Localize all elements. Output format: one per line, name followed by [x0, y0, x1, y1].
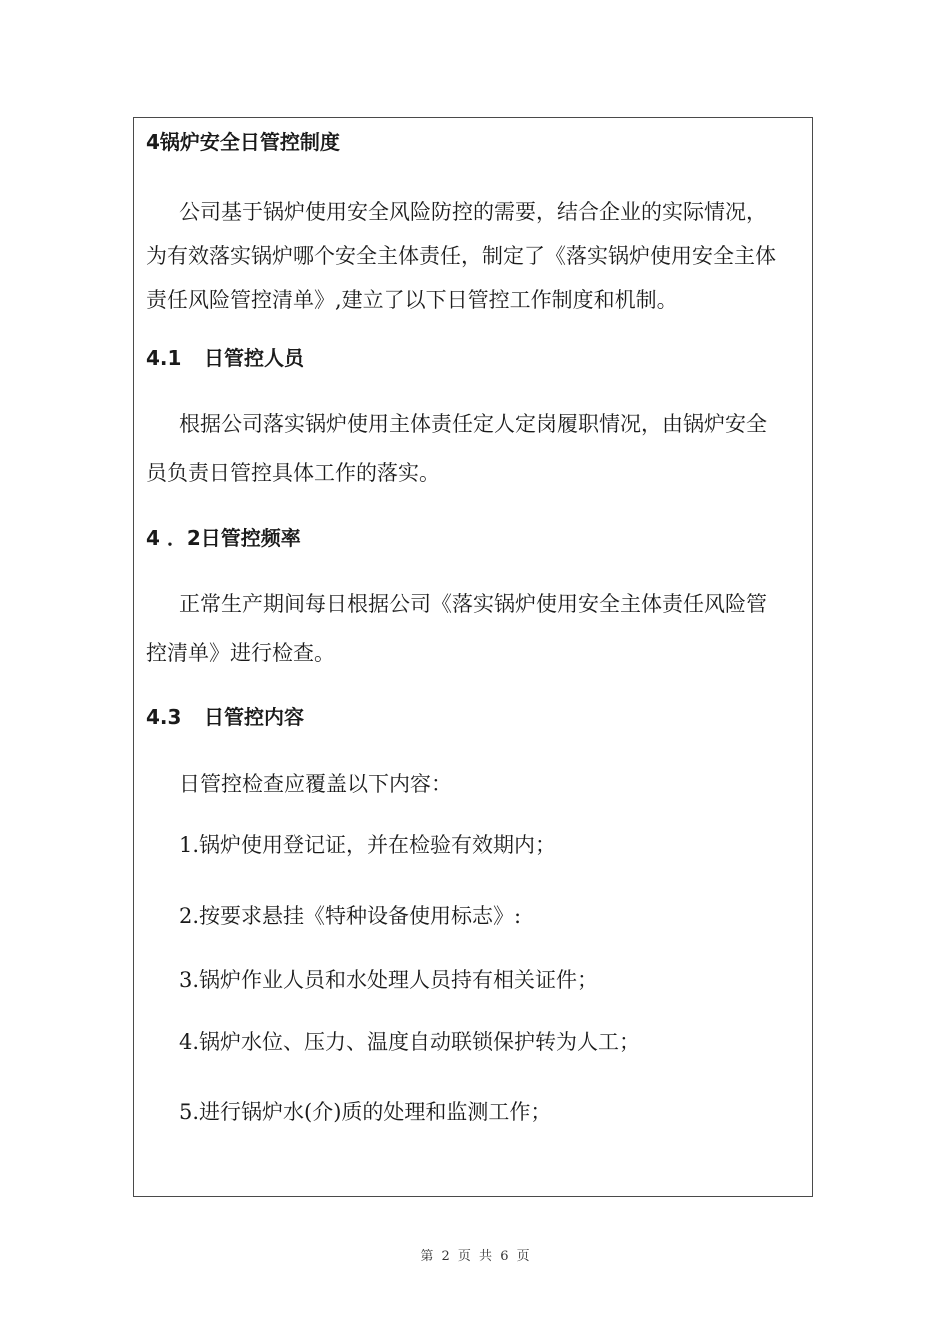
subsection-4-3-title: 日管控内容: [204, 705, 304, 729]
sub3-intro: 日管控检查应覆盖以下内容：: [179, 772, 452, 796]
sub2-line-1: 正常生产期间每日根据公司《落实锅炉使用安全主体责任风险管: [179, 592, 767, 616]
list-item-2: 2.按要求悬挂《特种设备使用标志》:: [179, 904, 522, 928]
subsection-4-1-title: 日管控人员: [204, 346, 304, 370]
list-item-4: 4.锅炉水位、压力、温度自动联锁保护转为人工；: [179, 1030, 641, 1054]
subsection-4-3-heading: [146, 703, 304, 731]
subsection-4-1-heading: [146, 344, 304, 372]
sub1-line-1: 根据公司落实锅炉使用主体责任定人定岗履职情况，由锅炉安全: [179, 412, 767, 436]
subsection-4-3-number: 4.3: [146, 705, 182, 729]
list-item-5: 5.进行锅炉水(介)质的处理和监测工作；: [179, 1100, 552, 1124]
sub2-line-2: 控清单》进行检查。: [146, 641, 335, 665]
page-number-footer: 第 2 页 共 6 页: [420, 1249, 530, 1264]
subsection-4-2-heading: 4 ．2日管控频率: [146, 526, 301, 550]
intro-line-3: 责任风险管控清单》,建立了以下日管控工作制度和机制。: [146, 288, 678, 312]
subsection-4-1-number: 4.1: [146, 346, 182, 370]
sub1-line-2: 员负责日管控具体工作的落实。: [146, 461, 440, 485]
section-title: 4锅炉安全日管控制度: [146, 130, 340, 154]
intro-line-2: 为有效落实锅炉哪个安全主体责任，制定了《落实锅炉使用安全主体: [146, 244, 776, 268]
list-item-1: 1.锅炉使用登记证，并在检验有效期内；: [179, 833, 557, 857]
list-item-3: 3.锅炉作业人员和水处理人员持有相关证件；: [179, 968, 599, 992]
intro-line-1: 公司基于锅炉使用安全风险防控的需要，结合企业的实际情况，: [179, 200, 767, 224]
